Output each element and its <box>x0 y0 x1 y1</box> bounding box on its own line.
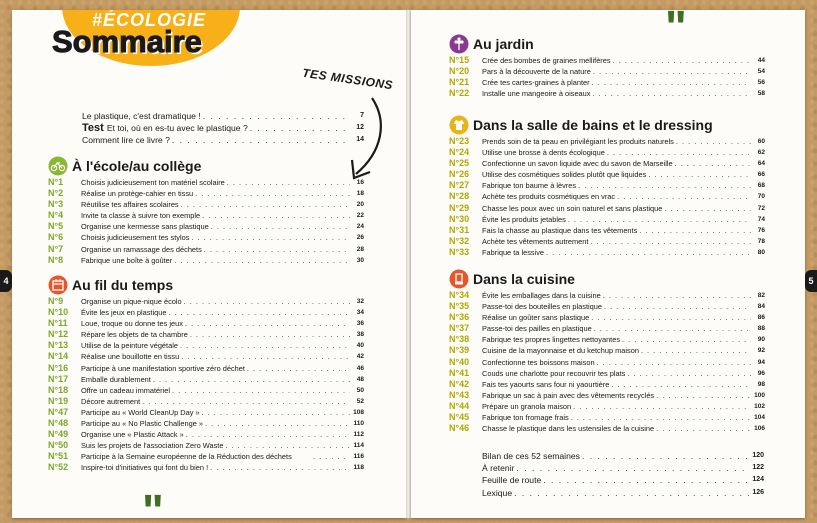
mission-number: N°49 <box>48 429 69 440</box>
mission-title: Réutilise tes affaires scolaires <box>81 200 179 210</box>
mission-title: Réalise un goûter sans plastique <box>482 313 590 323</box>
mission-row[interactable] <box>48 374 364 385</box>
outro-label: Bilan de ces 52 semaines <box>482 451 580 461</box>
mission-row[interactable] <box>449 88 765 99</box>
page-number: 106 <box>754 425 765 433</box>
outro-row[interactable] <box>482 462 764 474</box>
page-number: 34 <box>356 309 364 317</box>
page-number: 16 <box>356 179 364 186</box>
mission-row[interactable] <box>449 158 765 169</box>
section-header <box>449 269 765 289</box>
mission-title: Confectionne un savon liquide avec du savon de Marseille <box>482 159 673 169</box>
mission-title: Fabrique ton baume à lèvres <box>482 181 577 191</box>
page-number: 114 <box>353 442 364 450</box>
outro-row[interactable] <box>482 474 764 486</box>
page-number-tab: 5 <box>805 270 817 292</box>
page-number: 110 <box>353 420 364 428</box>
intro-row[interactable] <box>82 110 364 122</box>
page-number: 38 <box>356 331 364 339</box>
mission-row[interactable] <box>48 396 364 407</box>
test-prefix: Test <box>82 122 104 134</box>
mission-number: N°1 <box>48 177 64 187</box>
mission-row[interactable] <box>48 318 364 329</box>
mission-title: Participe au « World CleanUp Day » <box>81 407 200 417</box>
mission-number: N°6 <box>48 232 64 243</box>
section-cuisine <box>449 269 765 434</box>
mission-row[interactable] <box>48 329 364 340</box>
section-header <box>48 275 364 295</box>
mission-number: N°37 <box>449 323 470 334</box>
mission-row[interactable] <box>48 244 364 255</box>
mission-row[interactable] <box>449 423 765 434</box>
mission-number: N°36 <box>449 312 470 323</box>
page-number: 40 <box>356 342 364 350</box>
page-number: 70 <box>757 193 765 201</box>
mission-title: Choisis judicieusement ton matériel scolaire <box>81 178 225 187</box>
mission-title: Évite les emballages dans la cuisine <box>482 291 601 300</box>
page-number: 78 <box>757 237 765 245</box>
page-number: 120 <box>752 452 764 459</box>
mission-number: N°2 <box>48 188 64 199</box>
mission-title: Choisis judicieusement tes stylos <box>81 233 190 243</box>
page-number: 56 <box>757 79 765 87</box>
mission-title: Crée des bombes de graines mellifères <box>482 56 611 65</box>
page-number: 80 <box>757 248 765 256</box>
mission-number: N°40 <box>449 356 470 367</box>
mission-title: Cuisine de la mayonnaise et du ketchup maison <box>482 346 639 356</box>
mission-number: N°52 <box>48 462 69 473</box>
mission-title: Participe à une manifestation sportive zéro déchet <box>81 363 245 373</box>
mission-row[interactable] <box>449 368 765 379</box>
page-number: 14 <box>356 136 364 143</box>
left-page <box>12 10 406 518</box>
mission-number: N°33 <box>449 246 470 257</box>
mission-number: N°39 <box>449 345 470 356</box>
mission-row[interactable] <box>449 180 765 191</box>
mission-number: N°28 <box>449 191 470 202</box>
mission-title: Utilise des cosmétiques solides plutôt que liquides <box>482 170 647 180</box>
page-number: 94 <box>757 358 765 366</box>
mission-number: N°30 <box>449 213 470 224</box>
mission-number: N°24 <box>449 147 470 158</box>
mission-row[interactable] <box>449 323 765 334</box>
page-number: 66 <box>757 171 765 179</box>
mission-row[interactable] <box>48 199 364 210</box>
page-number: 12 <box>356 124 364 131</box>
page-number: 88 <box>757 325 765 333</box>
outro-label: À retenir <box>482 463 515 474</box>
intro-label: Comment lire ce livre ? <box>82 135 170 145</box>
page-number: 18 <box>356 190 364 198</box>
section-fil-du-temps <box>48 275 364 474</box>
mission-row[interactable] <box>48 418 364 429</box>
bicycle-icon <box>48 156 68 176</box>
mission-number: N°41 <box>449 367 470 378</box>
mission-title: Participe au « No Plastic Challenge » <box>81 419 204 429</box>
mission-title: Passe-toi des bouteilles en plastique <box>482 302 602 312</box>
mission-number: N°16 <box>48 362 69 373</box>
page-number: 48 <box>356 375 364 383</box>
page-number: 68 <box>757 182 765 190</box>
page-number: 98 <box>757 380 765 388</box>
mission-row[interactable] <box>449 312 765 323</box>
mission-number: N°17 <box>48 373 69 384</box>
mission-number: N°4 <box>48 210 64 221</box>
mission-title: Loue, troque ou donne tes jeux <box>81 319 183 329</box>
mission-row[interactable] <box>449 236 765 247</box>
outro-row[interactable] <box>482 450 764 462</box>
mission-number: N°14 <box>48 351 69 362</box>
mission-title: Prépare un granola maison <box>482 401 572 411</box>
page-number: 96 <box>757 369 765 377</box>
mission-row[interactable] <box>48 340 364 351</box>
mission-number: N°26 <box>449 169 470 180</box>
page-number: 26 <box>356 234 364 242</box>
page-number: 108 <box>353 408 364 416</box>
mission-row[interactable] <box>449 290 765 301</box>
outro-label: Lexique <box>482 487 513 498</box>
page-title: Sommaire <box>52 24 202 59</box>
mission-row[interactable] <box>48 255 364 266</box>
mission-row[interactable] <box>449 169 765 180</box>
page-number: 122 <box>752 464 764 472</box>
mission-title: Chasse les poux avec un soin naturel et sans plastique <box>482 203 663 213</box>
mission-row[interactable] <box>48 462 364 473</box>
mission-row[interactable] <box>48 232 364 243</box>
flower-icon <box>449 34 469 54</box>
mission-title: Fabrique une boîte à goûter <box>81 255 173 265</box>
mission-number: N°19 <box>48 395 69 406</box>
outro-label: Feuille de route <box>482 475 542 486</box>
mission-title: Organise un pique-nique écolo <box>81 297 182 306</box>
mission-title: Achète tes produits cosmétiques en vrac <box>482 192 616 202</box>
intro-row[interactable] <box>82 134 364 146</box>
mission-title: Utilise de la peinture végétale <box>81 341 178 351</box>
right-page <box>411 10 805 518</box>
mission-number: N°15 <box>449 55 470 65</box>
page-number: 30 <box>356 256 364 264</box>
page-number-tab: 4 <box>0 270 12 292</box>
page-number: 58 <box>757 90 765 98</box>
page-number: 7 <box>360 112 364 119</box>
page-number: 90 <box>757 336 765 344</box>
page-number: 92 <box>757 347 765 355</box>
mission-number: N°9 <box>48 296 64 306</box>
page-number: 126 <box>752 488 764 496</box>
page-number: 42 <box>356 353 364 361</box>
mission-row[interactable] <box>48 440 364 451</box>
page-number: 100 <box>754 391 765 399</box>
mission-title: Utilise une brosse à dents écologique <box>482 148 605 158</box>
mission-number: N°20 <box>449 66 470 77</box>
mission-title: Fabrique ta lessive <box>482 247 545 257</box>
intro-list <box>82 110 364 146</box>
quote-mark-icon: " <box>142 485 164 518</box>
page-number: 54 <box>757 68 765 76</box>
page-number: 32 <box>356 298 364 305</box>
mission-row[interactable] <box>449 55 765 66</box>
mission-title: Chasse le plastique dans les ustensiles de la cuisine <box>482 424 655 434</box>
mission-number: N°10 <box>48 307 69 318</box>
mission-number: N°42 <box>449 378 470 389</box>
mission-row[interactable] <box>48 363 364 374</box>
mission-title: Fais tes yaourts sans four ni yaourtière <box>482 379 610 389</box>
mission-number: N°43 <box>449 389 470 400</box>
mission-title: Couds une charlotte pour recouvrir tes plats <box>482 368 626 378</box>
page-number: 24 <box>356 223 364 231</box>
mission-number: N°12 <box>48 329 69 340</box>
mission-number: N°21 <box>449 77 470 88</box>
mission-title: Confectionne tes boissons maison <box>482 357 595 367</box>
mission-number: N°45 <box>449 412 470 423</box>
mission-row[interactable] <box>449 334 765 345</box>
page-number: 86 <box>757 314 765 322</box>
page-number: 124 <box>752 476 764 484</box>
mission-title: Participe à la Semaine européenne de la Réduction des déchets <box>81 452 292 462</box>
mission-row[interactable] <box>48 307 364 318</box>
outro-list <box>482 450 764 499</box>
mission-number: N°8 <box>48 254 64 265</box>
page-number: 76 <box>757 226 765 234</box>
mission-title: Organise une kermesse sans plastique <box>81 222 209 232</box>
section-title: À l'école/au collège <box>72 158 202 174</box>
section-salle-de-bains <box>449 115 765 258</box>
mission-number: N°29 <box>449 202 470 213</box>
mission-row[interactable] <box>48 407 364 418</box>
mission-title: Achète tes vêtements autrement <box>482 236 589 246</box>
mission-number: N°32 <box>449 235 470 246</box>
mission-title: Emballe durablement <box>81 374 151 384</box>
mission-row[interactable] <box>48 296 364 307</box>
page-number: 64 <box>757 160 765 168</box>
page-number: 112 <box>353 431 364 439</box>
mission-number: N°25 <box>449 158 470 169</box>
quote-mark-icon: " <box>665 10 687 53</box>
mission-row[interactable] <box>449 147 765 158</box>
page-number: 60 <box>757 138 765 145</box>
mission-title: Répare les objets de ta chambre <box>81 330 188 340</box>
mission-number: N°34 <box>449 290 470 300</box>
mission-row[interactable] <box>48 177 364 188</box>
shirt-icon <box>449 115 469 135</box>
mission-title: Offre un cadeau immatériel <box>81 385 171 395</box>
section-title: Dans la cuisine <box>473 271 575 287</box>
mission-number: N°48 <box>48 418 69 429</box>
mission-title: Organise un ramassage des déchets <box>81 244 202 254</box>
page-number: 102 <box>754 402 765 410</box>
calendar-icon <box>48 275 68 295</box>
hashtag-label: #ÉCOLOGIE <box>92 10 207 30</box>
page-number: 74 <box>757 215 765 223</box>
mission-title: Organise une « Plastic Attack » <box>81 430 184 440</box>
mission-number: N°23 <box>449 136 470 146</box>
mission-title: Fabrique un sac à pain avec des vêtements recyclés <box>482 390 655 400</box>
mission-title: Réalise une bouillotte en tissu <box>81 352 180 362</box>
mission-title: Fabrique ton fromage frais <box>482 413 569 423</box>
page-number: 84 <box>757 303 765 311</box>
page-number: 36 <box>356 320 364 328</box>
page-number: 44 <box>757 57 765 64</box>
page-number: 20 <box>356 201 364 209</box>
page-number: 28 <box>356 245 364 253</box>
mission-number: N°7 <box>48 243 64 254</box>
mission-title: Fais la chasse au plastique dans tes vêtements <box>482 225 638 235</box>
section-header <box>48 156 364 176</box>
mission-title: Installe une mangeoire à oiseaux <box>482 89 591 99</box>
page-number: 118 <box>353 464 364 472</box>
section-jardin <box>449 34 765 99</box>
page-number: 82 <box>757 292 765 299</box>
mission-number: N°46 <box>449 423 470 434</box>
page-number: 46 <box>356 364 364 372</box>
page-number: 52 <box>356 397 364 405</box>
mission-row[interactable] <box>48 351 364 362</box>
mission-row[interactable] <box>449 357 765 368</box>
mission-title: Passe-toi des pailles en plastique <box>482 324 592 334</box>
mission-title: Évite les jeux en plastique <box>81 308 167 318</box>
mission-number: N°13 <box>48 340 69 351</box>
mission-row[interactable] <box>449 136 765 147</box>
mission-title: Crée tes cartes-graines à planter <box>482 78 590 88</box>
mission-number: N°3 <box>48 199 64 210</box>
mission-row[interactable] <box>449 247 765 258</box>
mission-number: N°51 <box>48 451 69 462</box>
mission-number: N°5 <box>48 221 64 232</box>
section-title: Dans la salle de bains et le dressing <box>473 117 713 133</box>
page-number: 116 <box>353 453 364 461</box>
page-number: 62 <box>757 149 765 157</box>
section-title: Au jardin <box>473 36 534 52</box>
mission-row[interactable] <box>449 66 765 77</box>
mission-row[interactable] <box>449 301 765 312</box>
mission-row[interactable] <box>48 451 364 462</box>
mission-number: N°27 <box>449 180 470 191</box>
mission-title: Fabrique tes propres lingettes nettoyantes <box>482 335 621 345</box>
mission-row[interactable] <box>449 412 765 423</box>
page-number: 50 <box>356 386 364 394</box>
mission-row[interactable] <box>48 429 364 440</box>
outro-row[interactable] <box>482 487 764 499</box>
mission-row[interactable] <box>48 188 364 199</box>
mission-number: N°11 <box>48 318 68 329</box>
section-ecole <box>48 156 364 266</box>
page-number: 72 <box>757 204 765 212</box>
mission-title: Suis les projets de l'association Zero Waste <box>81 441 224 451</box>
mission-row[interactable] <box>48 385 364 396</box>
mission-title: Invite ta classe à suivre ton exemple <box>81 211 201 221</box>
page-number: 22 <box>356 212 364 220</box>
mission-title: Prends soin de ta peau en privilégiant les produits naturels <box>482 137 674 146</box>
section-header <box>449 115 765 135</box>
section-title: Au fil du temps <box>72 277 174 293</box>
section-header <box>449 34 765 54</box>
mission-title: Réalise un protège-cahier en tissu <box>81 189 194 199</box>
mission-number: N°47 <box>48 406 69 417</box>
mission-row[interactable] <box>449 77 765 88</box>
mission-number: N°38 <box>449 334 470 345</box>
mission-title: Inspire-toi d'initiatives qui font du bien ! <box>81 463 209 473</box>
mixer-icon <box>449 269 469 289</box>
page-number: 104 <box>754 414 765 422</box>
intro-row[interactable] <box>82 122 364 134</box>
intro-label: Et toi, où en es-tu avec le plastique ? <box>106 123 248 133</box>
mission-title: Évite les produits jetables <box>482 214 566 224</box>
mission-row[interactable] <box>449 401 765 412</box>
mission-row[interactable] <box>449 379 765 390</box>
mission-title: Pars à la découverte de la nature <box>482 67 591 77</box>
mission-row[interactable] <box>449 191 765 202</box>
mission-row[interactable] <box>449 225 765 236</box>
intro-label: Le plastique, c'est dramatique ! <box>82 111 201 121</box>
mission-row[interactable] <box>48 210 364 221</box>
mission-title: Décore autrement <box>81 396 141 406</box>
mission-row[interactable] <box>449 390 765 401</box>
mission-number: N°18 <box>48 384 69 395</box>
mission-row[interactable] <box>449 214 765 225</box>
mission-number: N°50 <box>48 440 69 451</box>
mission-number: N°35 <box>449 301 470 312</box>
mission-number: N°44 <box>449 400 470 411</box>
mission-number: N°31 <box>449 224 470 235</box>
mission-row[interactable] <box>449 203 765 214</box>
mission-row[interactable] <box>48 221 364 232</box>
mission-number: N°22 <box>449 88 470 99</box>
mission-row[interactable] <box>449 345 765 356</box>
missions-label: TES MISSIONS <box>301 65 394 93</box>
